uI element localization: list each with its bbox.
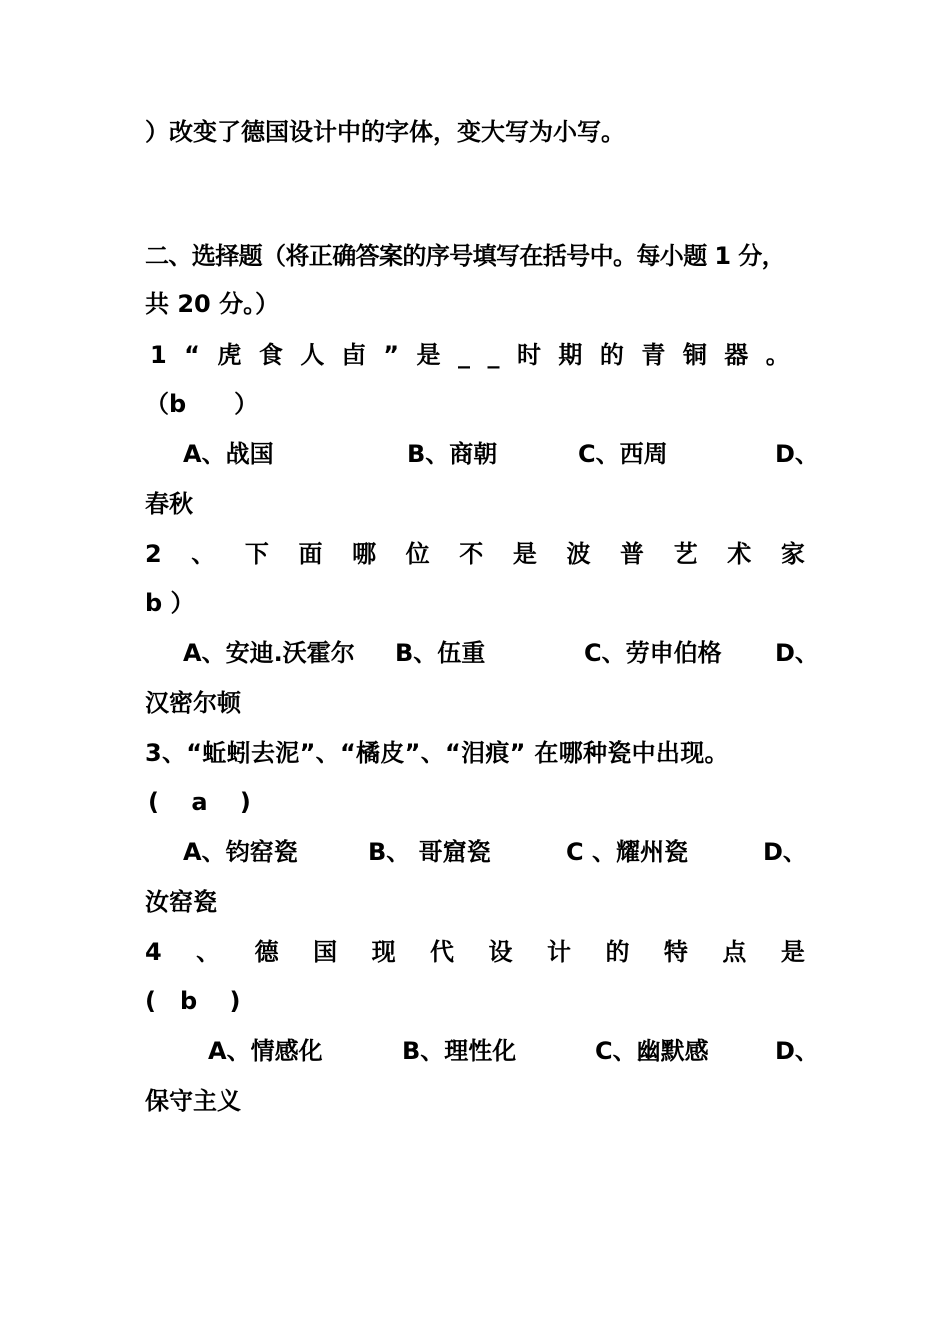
section-heading-line1: 二、选择题（将正确答案的序号填写在括号中。每小题 1 分， [145, 242, 786, 270]
question-1-option-a: A、战国 [183, 440, 274, 468]
question-4-option-c: C、幽默感 [595, 1037, 709, 1065]
question-4-answer: ( b ) [145, 987, 241, 1015]
question-4-option-a: A、情感化 [208, 1037, 323, 1065]
section-heading-line2: 共 20 分。） [145, 290, 280, 318]
question-1-option-b: B、商朝 [407, 440, 498, 468]
question-3-option-a: A、钧窑瓷 [183, 838, 298, 866]
question-2-option-a: A、安迪.沃霍尔 [183, 639, 355, 667]
question-2-stem: 2 、 下 面 哪 位 不 是 波 普 艺 术 家 [145, 540, 805, 568]
question-4-option-d: D、 [775, 1037, 819, 1065]
question-3-option-d: D、 [763, 838, 807, 866]
question-1-answer: （b ） [145, 390, 259, 418]
question-1-option-c: C、西周 [578, 440, 668, 468]
question-1-option-d: D、 [775, 440, 819, 468]
question-3-option-d-text: 汝窑瓷 [145, 888, 217, 916]
question-2-option-d-text: 汉密尔顿 [145, 689, 241, 717]
question-4-option-d-text: 保守主义 [145, 1087, 241, 1115]
question-1-stem: 1 “ 虎 食 人 卣 ” 是 _ _ 时 期 的 青 铜 器 。 [150, 341, 790, 369]
question-3-stem: 3、“蚯蚓去泥”、“橘皮”、“泪痕” 在哪种瓷中出现。 [145, 739, 729, 767]
continuation-text: ）改变了德国设计中的字体，变大写为小写。 [145, 118, 625, 146]
question-2-option-b: B、伍重 [395, 639, 486, 667]
question-2-option-c: C、劳申伯格 [584, 639, 722, 667]
question-2-answer: b ） [145, 589, 195, 617]
question-4-option-b: B、理性化 [402, 1037, 517, 1065]
question-3-answer: ( a ) [148, 788, 251, 816]
question-2-option-d: D、 [775, 639, 819, 667]
question-3-option-c: C 、耀州瓷 [566, 838, 688, 866]
question-1-option-d-text: 春秋 [145, 490, 193, 518]
question-4-stem: 4 、 德 国 现 代 设 计 的 特 点 是 [145, 938, 805, 966]
question-3-option-b: B、 哥窟瓷 [368, 838, 491, 866]
